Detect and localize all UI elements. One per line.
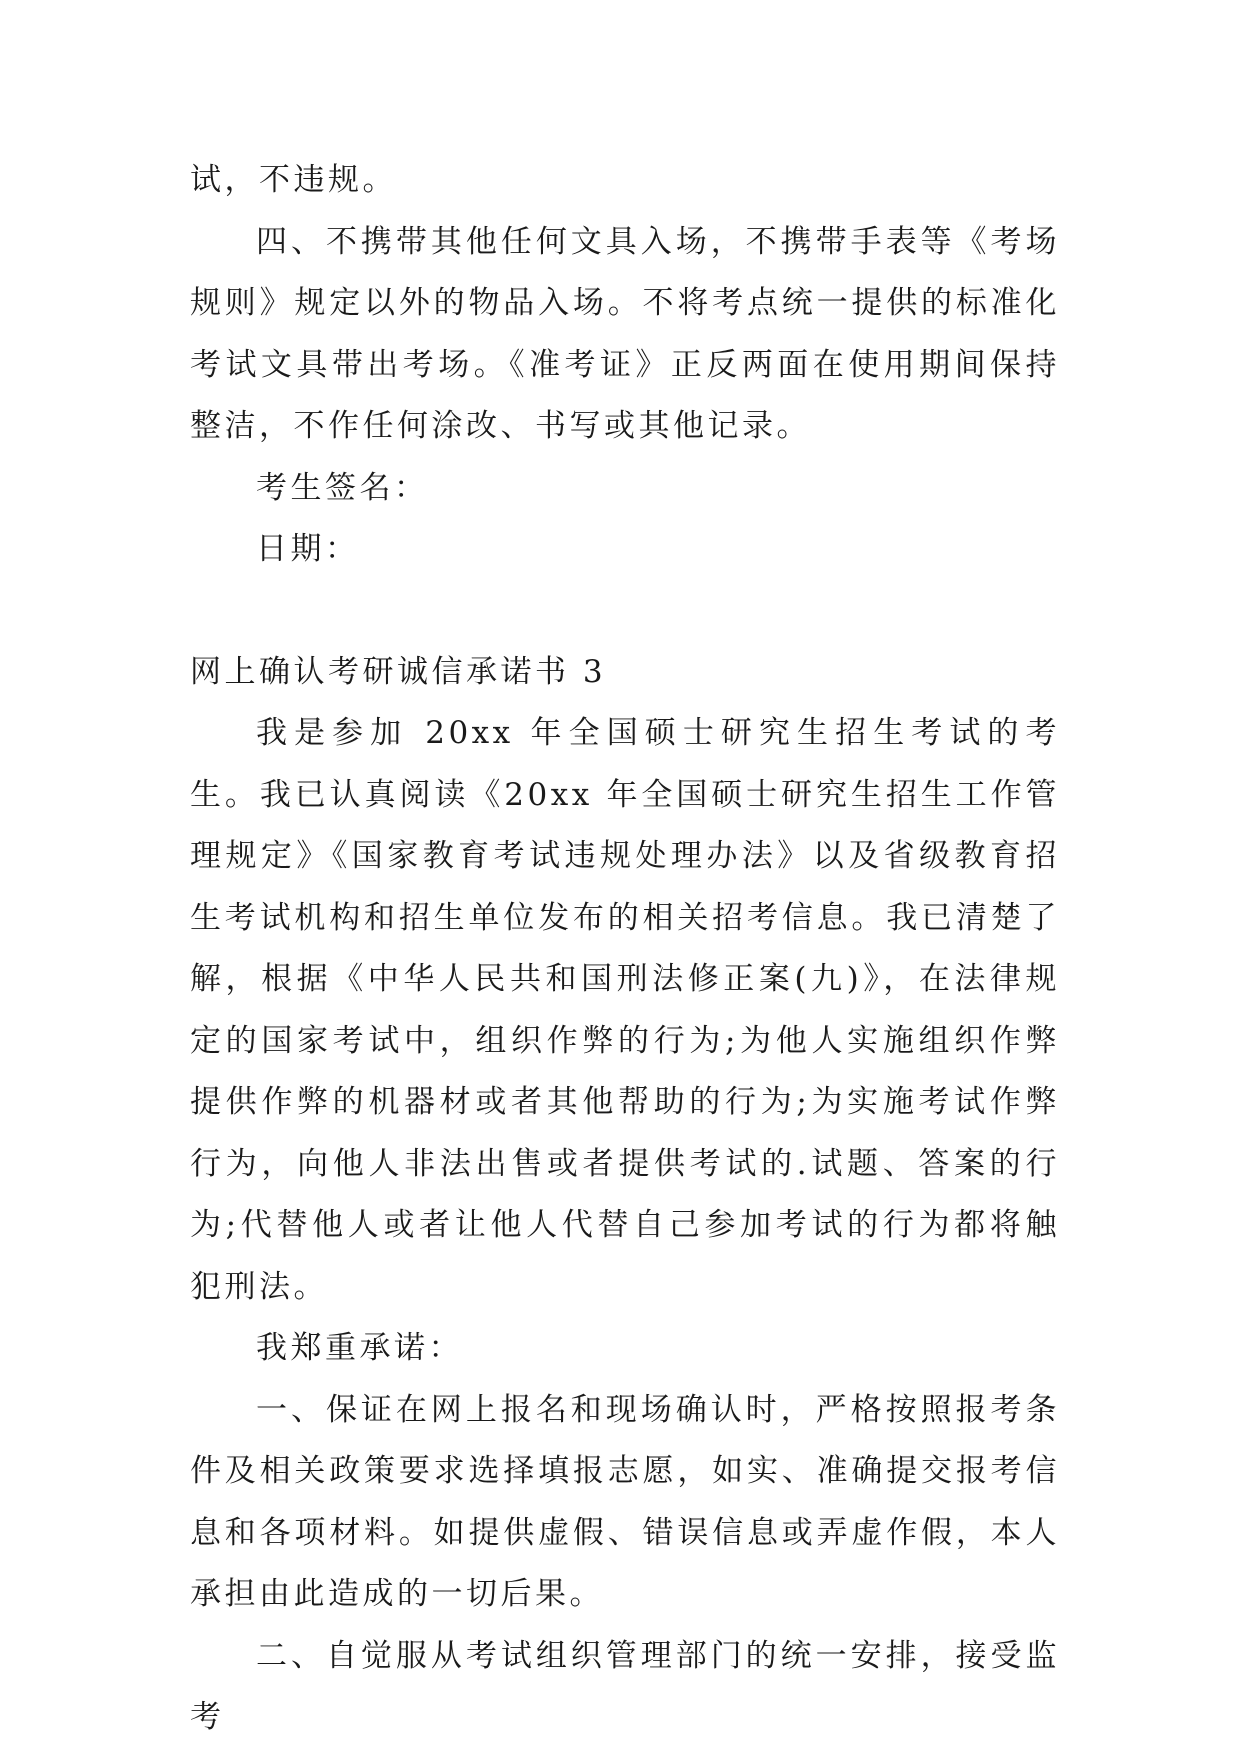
document-body	[190, 150, 1060, 1749]
paragraph-candidate-statement: 我是参加 20xx 年全国硕士研究生招生考试的考生。我已认真阅读《20xx 年全国硕士研究生招生工作管理规定》《国家教育考试违规处理办法》以及省级教育招生考试机构和招生单位发布的相关招考信息。我已清楚了解，根据《中华人民共和国刑法修正案(九)》，在法律规定的国家考试中，组织作弊的行为;为他人实施组织作弊提供作弊的机器材或者其他帮助的行为;为实施考试作弊行为，向他人非法出售或者提供考试的.试题、答案的行为;代替他人或者让他人代替自己参加考试的行为都将触犯刑法。	[190, 715, 1060, 1305]
paragraph-pledge-two: 二、自觉服从考试组织管理部门的统一安排，接受监考	[190, 1637, 1060, 1735]
paragraph-continuation: 试，不违规。	[190, 162, 397, 198]
date-label: 日期：	[256, 531, 360, 567]
paragraph-solemn-pledge: 我郑重承诺：	[256, 1330, 463, 1366]
candidate-signature-label: 考生签名：	[256, 469, 429, 506]
section-title: 网上确认考研诚信承诺书 3	[190, 653, 607, 690]
paragraph-rule-four: 四、不携带其他任何文具入场，不携带手表等《考场规则》规定以外的物品入场。不将考点统一提供的标准化考试文具带出考场。《准考证》正反两面在使用期间保持整洁，不作任何涂改、书写或其他记录。	[190, 223, 1060, 444]
paragraph-pledge-one: 一、保证在网上报名和现场确认时，严格按照报考条件及相关政策要求选择填报志愿，如实、准确提交报考信息和各项材料。如提供虚假、错误信息或弄虚作假，本人承担由此造成的一切后果。	[190, 1391, 1060, 1612]
